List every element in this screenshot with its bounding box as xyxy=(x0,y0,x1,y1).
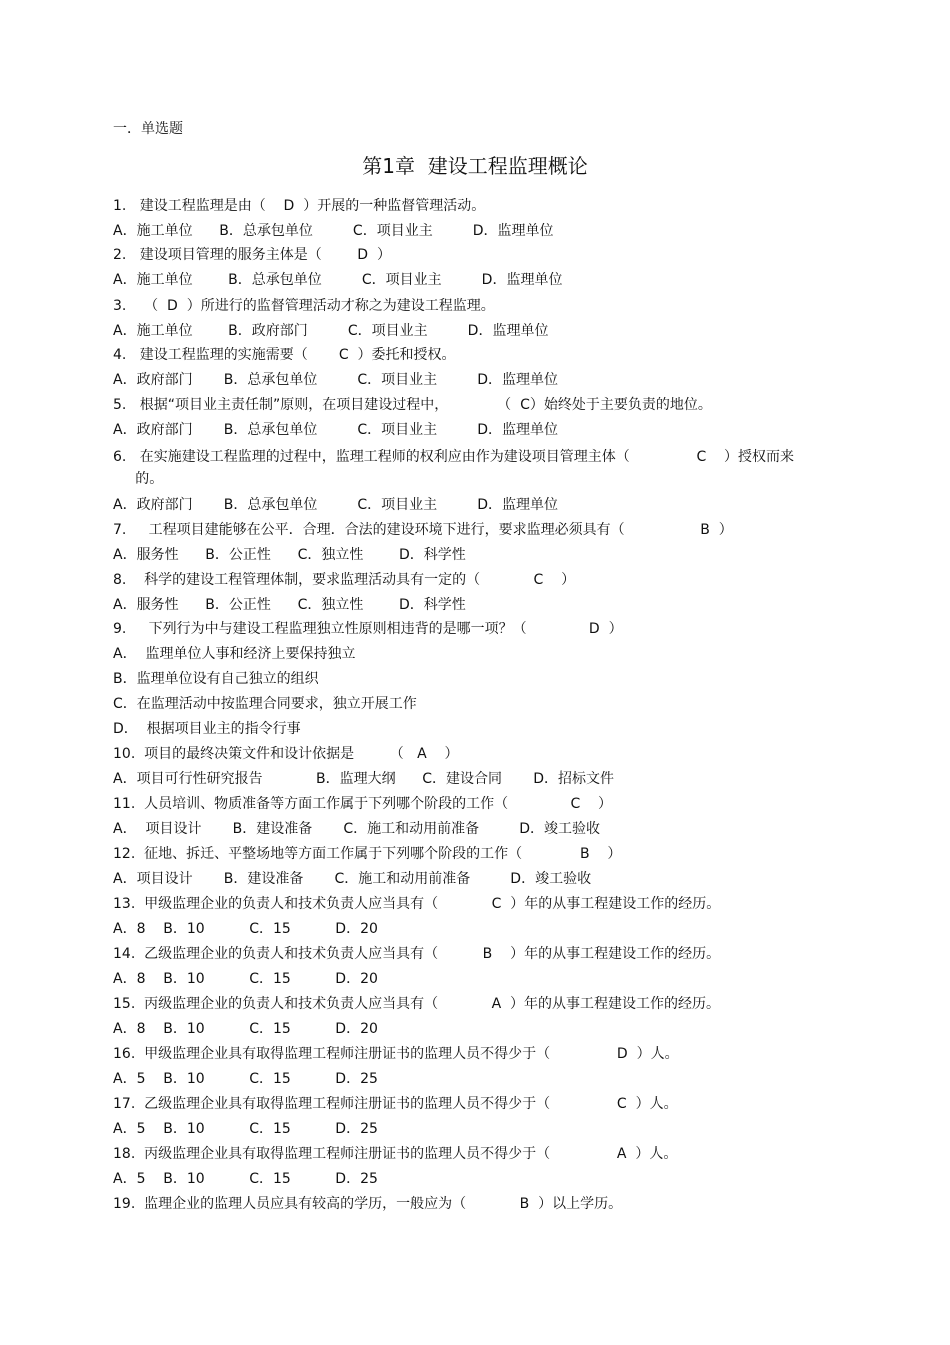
option-line: B．监理单位设有自己独立的组织 xyxy=(113,671,319,687)
question-line: 16. 甲级监理企业具有取得监理工程师注册证书的监理人员不得少于（ D ）人。 xyxy=(113,1046,679,1062)
option-line: A．服务性 B．公正性 C．独立性 D．科学性 xyxy=(113,597,466,613)
question-line: 10. 项目的最终决策文件和设计依据是 （ A ） xyxy=(113,746,459,762)
question-line: 15. 丙级监理企业的负责人和技术负责人应当具有（ A ）年的从事工程建设工作的经历。 xyxy=(113,996,721,1012)
question-line: 5. 根据“项目业主责任制”原则，在项目建设过程中， （ C）始终处于主要负责的地位。 xyxy=(113,397,712,413)
question-line: 19. 监理企业的监理人员应具有较高的学历，一般应为（ B ）以上学历。 xyxy=(113,1196,623,1212)
option-line: A．8 B．10 C．15 D．20 xyxy=(113,971,378,987)
question-line: 12. 征地、拆迁、平整场地等方面工作属于下列哪个阶段的工作（ B ） xyxy=(113,846,622,862)
question-line: 17. 乙级监理企业具有取得监理工程师注册证书的监理人员不得少于（ C ）人。 xyxy=(113,1096,678,1112)
option-line: A． 项目设计 B．建设准备 C．施工和动用前准备 D．竣工验收 xyxy=(113,821,600,837)
option-line: A．施工单位 B．总承包单位 C．项目业主 D．监理单位 xyxy=(113,272,563,288)
option-line: A．施工单位 B．政府部门 C．项目业主 D．监理单位 xyxy=(113,323,549,339)
question-line: 4. 建设工程监理的实施需要（ C ）委托和授权。 xyxy=(113,347,456,363)
option-line: A．施工单位 B．总承包单位 C．项目业主 D．监理单位 xyxy=(113,223,554,239)
option-line: A．5 B．10 C．15 D．25 xyxy=(113,1071,378,1087)
option-line: A． 监理单位人事和经济上要保持独立 xyxy=(113,646,356,662)
option-line: A．服务性 B．公正性 C．独立性 D．科学性 xyxy=(113,547,466,563)
question-line: 1. 建设工程监理是由（ D ）开展的一种监督管理活动。 xyxy=(113,198,486,214)
question-line: 14. 乙级监理企业的负责人和技术负责人应当具有（ B ）年的从事工程建设工作的经历。 xyxy=(113,946,721,962)
chapter-title: 第1章 建设工程监理概论 xyxy=(362,154,588,178)
section-heading: 一．单选题 xyxy=(113,121,183,137)
question-line: 13. 甲级监理企业的负责人和技术负责人应当具有（ C ）年的从事工程建设工作的经历。 xyxy=(113,896,721,912)
option-line: A．政府部门 B．总承包单位 C．项目业主 D．监理单位 xyxy=(113,497,558,513)
question-line: 7. 工程项目建能够在公平．合理．合法的建设环境下进行，要求监理必须具有（ B ） xyxy=(113,522,733,538)
option-line: A．5 B．10 C．15 D．25 xyxy=(113,1121,378,1137)
option-line: A．8 B．10 C．15 D．20 xyxy=(113,921,378,937)
question-line: 18. 丙级监理企业具有取得监理工程师注册证书的监理人员不得少于（ A ）人。 xyxy=(113,1146,678,1162)
option-line: A．项目设计 B．建设准备 C．施工和动用前准备 D．竣工验收 xyxy=(113,871,592,887)
question-line: 3. （ D ）所进行的监督管理活动才称之为建设工程监理。 xyxy=(113,298,495,314)
question-line: 9. 下列行为中与建设工程监理独立性原则相违背的是哪一项？（ D ） xyxy=(113,621,623,637)
option-line: A．项目可行性研究报告 B．监理大纲 C．建设合同 D．招标文件 xyxy=(113,771,614,787)
option-line: C．在监理活动中按监理合同要求，独立开展工作 xyxy=(113,696,417,712)
option-line: D． 根据项目业主的指令行事 xyxy=(113,721,301,737)
question-line: 8. 科学的建设工程管理体制，要求监理活动具有一定的（ C ） xyxy=(113,572,576,588)
option-line: A．8 B．10 C．15 D．20 xyxy=(113,1021,378,1037)
option-line: A．政府部门 B．总承包单位 C．项目业主 D．监理单位 xyxy=(113,422,558,438)
option-line: A．5 B．10 C．15 D．25 xyxy=(113,1171,378,1187)
question-line: 2. 建设项目管理的服务主体是（ D ） xyxy=(113,247,391,263)
option-line: A．政府部门 B．总承包单位 C．项目业主 D．监理单位 xyxy=(113,372,558,388)
question-line: 11. 人员培训、物质准备等方面工作属于下列哪个阶段的工作（ C ） xyxy=(113,796,613,812)
question-line: 6. 在实施建设工程监理的过程中，监理工程师的权利应由作为建设项目管理主体（ C ）授权而来 的。 xyxy=(113,449,795,487)
